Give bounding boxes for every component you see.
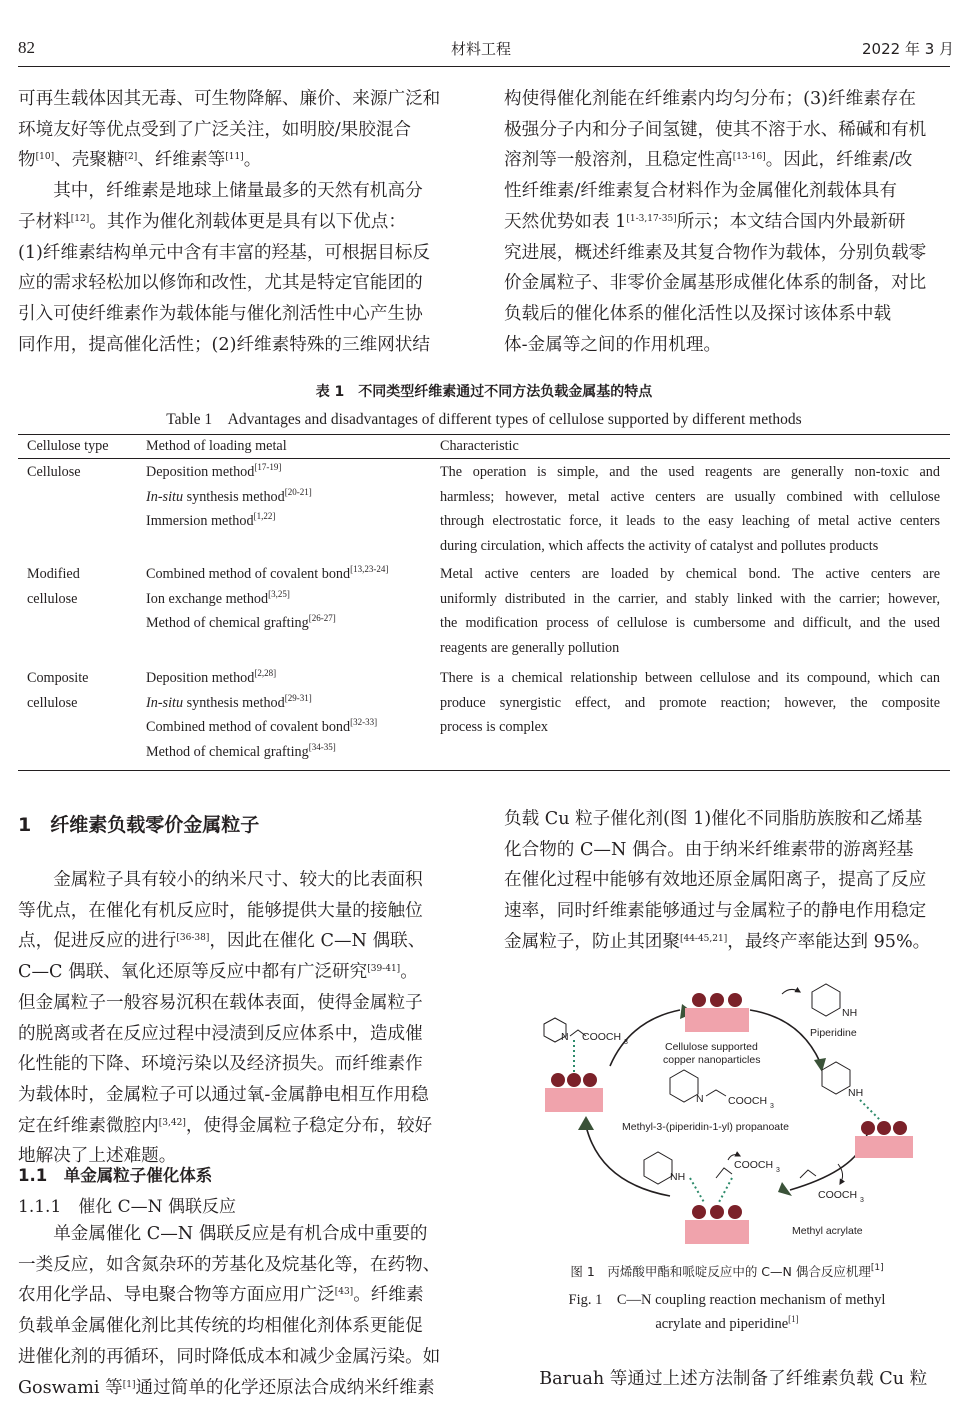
table-caption-en: Table 1 Advantages and disadvantages of different types of cellulose supported by different methods: [166, 411, 802, 428]
cu-particle: [583, 1073, 597, 1087]
cu-particle: [728, 1205, 742, 1219]
table-cell-characteristic: The operation is simple, and the used reagents are generally non-toxic and harmless; however, metal active centers are usually combined with cellulose through electrostatic force, it leads to the easy leaching of metal active centers during circulation, which affects the activity of catalyst and pollutes products: [440, 464, 940, 554]
table-header-characteristic: Characteristic: [440, 438, 519, 454]
cu-particle: [728, 993, 742, 1007]
right-last-line: [504, 1364, 950, 1395]
table-header-method: Method of loading metal: [146, 438, 287, 454]
table-header-type: Cellulose type: [27, 438, 109, 454]
paragraph: 负载 Cu 粒子催化剂(图 1)催化不同脂肪族胺和乙烯基 化合物的 C—N 偶合。由于纳米纤维素带的游离羟基 在催化过程中能够有效地还原金属阳离子，提高了反应 速率，同时纤维素能够通过与金属粒子的静电作用稳定 金属粒子，防止其团聚[44-45,21]，最终产率能达到 95%。: [504, 809, 931, 952]
paragraph: 其中，纤维素是地球上储量最多的天然有机高分 子材料[12]。其作为催化剂载体更是具有以下优点： (1)纤维素结构单元中含有丰富的羟基，可根据目标反 应的需求轻松加以修饰和改性，尤其是特定官能团的 引入可使纤维素作为载体能与催化剂活性中心产生协 同作用，提高催化活性；(2)纤维素特殊的三维网状结: [18, 181, 430, 355]
subscript-label: 3: [770, 1103, 774, 1110]
figure-caption-zh: 图 1 丙烯酸甲酯和哌啶反应中的 C—N 偶合反应机理[1]: [570, 1263, 884, 1279]
cellulose-support: [685, 1220, 749, 1244]
chain-bond: [706, 1090, 726, 1096]
subscript-label: 3: [860, 1197, 864, 1204]
cu-particle: [551, 1073, 565, 1087]
figure-1-diagram: [520, 978, 940, 1250]
citation: [39-41]: [367, 964, 401, 975]
page-number: 82: [18, 38, 35, 57]
vinyl-bond: [716, 1168, 732, 1178]
arrow-head: [578, 1116, 594, 1130]
nh-label: NH: [842, 1007, 858, 1019]
table-bottom-rule: [18, 770, 950, 771]
top-left-column: [18, 84, 464, 360]
cellulose-support: [545, 1088, 603, 1112]
table-caption-zh: 表 1 不同类型纤维素通过不同方法负载金属基的特点: [315, 384, 653, 400]
arrow-head: [778, 1182, 792, 1196]
piperidine-ring: [644, 1152, 672, 1184]
header-rule: [18, 66, 950, 67]
arrow-head: [814, 1058, 826, 1072]
cooch3-label: COOCH: [728, 1095, 768, 1107]
citation: [11]: [225, 152, 244, 163]
issue-date: 2022 年 3 月: [862, 40, 955, 58]
paragraph: 金属粒子具有较小的纳米尺寸、较大的比表面积 等优点，在催化有机反应时，能够提供大量的接触位 点，促进反应的进行[36-38]，因此在催化 C—N 偶联、 C—C 偶联、氧化还原等反应中都有广泛研究[39-41]。 但金属粒子一般容易沉积在载体表面，使得金属粒子 的脱离或者在反应过程中浸渍到反应体系中，造成催 化性能的下降、环境污染以及经济损失。而纤维素作 为载体时，金属粒子可以通过氧-金属静电相互作用稳 定在纤维素微腔内[3,42]，使得金属粒子稳定分布，较好 地解决了上述难题。: [18, 870, 433, 1167]
acrylate-label: Methyl acrylate: [792, 1225, 863, 1237]
piperidine-label: Piperidine: [810, 1027, 857, 1039]
paragraph: Baruah 等通过上述方法制备了纤维素负载 Cu 粒: [539, 1369, 928, 1389]
section1-body-2: [18, 1219, 464, 1403]
cu-particle: [710, 993, 724, 1007]
section-heading: 1 纤维素负载零价金属粒子: [18, 814, 260, 836]
citation: [1-3,17-35]: [626, 213, 677, 224]
nh-label: NH: [848, 1087, 864, 1099]
subscript-label: 3: [624, 1039, 628, 1046]
section1-body: [18, 865, 464, 1172]
paragraph: 单金属催化 C—N 偶联反应是有机合成中重要的 一类反应，如含氮杂环的芳基化及烷基化等，在药物、 农用化学品、导电聚合物等方面应用广泛[43]。纤维素 负载单金属催化剂比其传统的均相催化剂体系更能促 进催化剂的再循环，同时降低成本和减少金属污染。如 Goswami 等[1]通过简单的化学还原法合成纳米纤维素: [18, 1224, 441, 1398]
center-label-line1: Cellulose supported: [665, 1041, 758, 1053]
table-cell-type: Composite cellulose: [27, 670, 89, 711]
cellulose-support: [855, 1136, 913, 1158]
top-right-column: [504, 84, 950, 360]
cu-particle: [692, 993, 706, 1007]
piperidine-ring: [812, 984, 840, 1016]
n-atom-label: N: [561, 1031, 569, 1043]
figure-caption-en: Fig. 1 C—N coupling reaction mechanism of methyl acrylate and piperidine[1]: [568, 1292, 886, 1332]
citation: [43]: [334, 1287, 354, 1298]
cu-particle: [861, 1121, 875, 1135]
center-label-line2: copper nanoparticles: [663, 1054, 761, 1066]
cellulose-support: [685, 1008, 749, 1032]
nh-label: NH: [670, 1171, 686, 1183]
citation: [36-38]: [176, 933, 210, 944]
table-cell-type: Modified cellulose: [27, 566, 80, 607]
piperidine-ring: [822, 1062, 850, 1094]
n-atom-label: N: [696, 1093, 704, 1105]
table-cell-methods: Combined method of covalent bond[13,23-24] Ion exchange method[3,25] Method of chemical grafting[26-27]: [146, 564, 389, 632]
cu-particle: [692, 1205, 706, 1219]
subscript-label: 3: [776, 1167, 780, 1174]
coordination-bond: [860, 1100, 880, 1120]
right-bottom-column: [504, 804, 950, 958]
citation: [12]: [70, 213, 90, 224]
paragraph: 构使得催化剂能在纤维素内均匀分布；(3)纤维素存在 极强分子内和分子间氢键，使其不溶于水、稀碱和有机 溶剂等一般溶剂，且稳定性高[13-16]。因此，纤维素/改 性纤维素/纤维素复合材料作为金属催化剂载体具有 天然优势如表 1[1-3,17-35]所示；本文结合国内外最新研 究进展，概述纤维素及其复合物作为载体，分别负载零 价金属粒子、非零价金属基形成催化体系的制备，对比 负载后的催化体系的催化活性以及探讨该体系中载 体-金属等之间的作用机理。: [504, 89, 927, 355]
cooch3-label: COOCH: [818, 1189, 858, 1201]
citation: [3,42]: [158, 1117, 186, 1128]
citation: [2]: [124, 152, 138, 163]
cu-particle: [893, 1121, 907, 1135]
journal-name: 材料工程: [451, 40, 512, 58]
coordination-bond: [690, 1178, 705, 1204]
piperidine-ring: [670, 1070, 698, 1102]
subsection-heading: 1.1 单金属粒子催化体系: [18, 1166, 213, 1185]
cu-particle: [567, 1073, 581, 1087]
table-cell-methods: Deposition method[2,28] In-situ synthesis method[29-31] Combined method of covalent bond[32-33] Method of chemical grafting[34-35]: [146, 668, 378, 760]
citation: [13-16]: [732, 152, 766, 163]
subsubsection-heading: 1.1.1 催化 C—N 偶联反应: [18, 1197, 236, 1217]
citation: [1]: [122, 1379, 136, 1390]
cu-particle: [877, 1121, 891, 1135]
cooch3-label: COOCH: [734, 1159, 774, 1171]
cu-particle: [710, 1205, 724, 1219]
vinyl-bond: [800, 1170, 816, 1178]
cycle-arrow: [586, 1126, 670, 1196]
table-header-rule: [18, 458, 950, 459]
paragraph: 可再生载体因其无毒、可生物降解、廉价、来源广泛和 环境友好等优点受到了广泛关注，如明胶/果胶混合 物[10]、壳聚糖[2]、纤维素等[11]。: [18, 89, 441, 171]
table-cell-type: Cellulose: [27, 464, 81, 480]
product-label: Methyl-3-(piperidin-1-yl) propanoate: [622, 1121, 789, 1133]
table-cell-characteristic: There is a chemical relationship between cellulose and its compound, which can produce synergistic effect, and promote reaction; however, the composite process is complex: [440, 670, 940, 736]
citation: [10]: [35, 152, 55, 163]
coordination-bond: [718, 1178, 732, 1204]
input-arrow: [782, 989, 800, 994]
table-cell-characteristic: Metal active centers are loaded by chemical bond. The active centers are uniformly distributed in the carrier, and stably linked with the carrier; however, the modification process of cellulose is cumbersome and difficult, and the used reagents are generally pollution: [440, 566, 940, 656]
table-cell-methods: Deposition method[17-19] In-situ synthesis method[20-21] Immersion method[1,22]: [146, 462, 312, 530]
citation: [44-45,21]: [679, 933, 728, 944]
cooch3-label: COOCH: [582, 1031, 622, 1043]
